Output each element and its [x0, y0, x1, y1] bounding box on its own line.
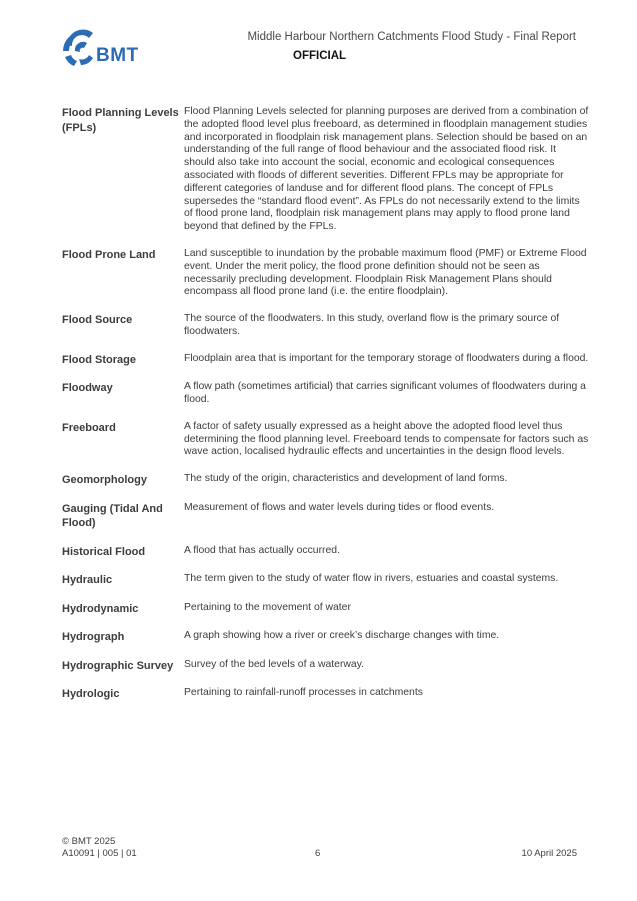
glossary-list [62, 106, 592, 716]
glossary-entry [62, 353, 592, 368]
page-number: 6 [315, 848, 321, 859]
glossary-definition: Floodplain area that is important for the temporary storage of floodwaters during a flood. [184, 352, 589, 364]
glossary-term: Geomorphology [62, 474, 147, 487]
footer-left [62, 836, 137, 860]
footer-doc-ref: A10091 | 005 | 01 [62, 848, 137, 859]
glossary-definition: The source of the floodwaters. In this study, overland flow is the primary source of floodwaters. [184, 313, 560, 337]
glossary-term: Freeboard [62, 421, 116, 434]
bmt-logo-text: BMT [96, 45, 139, 66]
glossary-term: Floodway [62, 382, 113, 395]
glossary-term: Flood Storage [62, 353, 136, 366]
glossary-term: Hydraulic [62, 574, 113, 587]
glossary-entry [62, 421, 592, 459]
glossary-definition: Survey of the bed levels of a waterway. [184, 658, 365, 670]
glossary-entry [62, 545, 592, 560]
glossary-term: Hydrograph [62, 631, 125, 644]
glossary-entry [62, 381, 592, 407]
glossary-definition: Measurement of flows and water levels during tides or flood events. [184, 501, 495, 513]
glossary-entry [62, 630, 592, 645]
footer-date: 10 April 2025 [521, 848, 577, 859]
glossary-entry [62, 473, 592, 488]
report-title: Middle Harbour Northern Catchments Flood Study - Final Report [247, 31, 576, 43]
glossary-entry [62, 659, 592, 674]
glossary-entry [62, 502, 592, 531]
glossary-entry [62, 602, 592, 617]
footer-copyright: © BMT 2025 [62, 836, 116, 847]
glossary-term: Hydrologic [62, 688, 120, 701]
glossary-definition: A factor of safety usually expressed as a height above the adopted flood level thus determining the flood planning level. Freeboard tends to compensate for factors such as wave action, localised hydraulic effects and uncertainties in the design flood levels. [184, 420, 589, 458]
glossary-definition: Flood Planning Levels selected for planning purposes are derived from a combination of the adopted flood level plus freeboard, as determined in floodplain management studies and incorporated in floodplain risk management plans. Selection should be based on an understanding of the full range of flood behaviour and the associated flood risk. It should also take into account the social, economic and ecological consequences associated with floods of different severities. Different FPLs may be appropriate for different categories of landuse and for different flood plans. The concept of FPLs supersedes the “standard flood event”. As FPLs do not necessarily extend to the limits of flood prone land, floodplain risk management plans may apply to flood prone land beyond that defined by the FPLs. [184, 106, 589, 233]
glossary-definition: A flood that has actually occurred. [184, 544, 340, 556]
glossary-entry [62, 573, 592, 588]
classification-label: OFFICIAL [293, 50, 347, 62]
glossary-definition: A graph showing how a river or creek’s discharge changes with time. [184, 630, 500, 642]
glossary-definition: Land susceptible to inundation by the probable maximum flood (PMF) or Extreme Flood event. Under the merit policy, the flood prone definition should not be seen as necessarily precluding development. Floodplain Risk Management Plans should encompass all flood prone land (i.e. the entire floodplain). [184, 247, 587, 298]
glossary-term: Hydrographic Survey [62, 659, 174, 672]
glossary-definition: A flow path (sometimes artificial) that carries significant volumes of floodwaters during a flood. [184, 381, 586, 406]
glossary-term: Hydrodynamic [62, 602, 139, 615]
glossary-term: Flood Source [62, 314, 133, 327]
glossary-term: Flood Planning Levels (FPLs) [62, 107, 179, 134]
glossary-term: Flood Prone Land [62, 248, 156, 261]
glossary-definition: The study of the origin, characteristics and development of land forms. [184, 473, 508, 485]
glossary-entry [62, 248, 592, 299]
glossary-definition: The term given to the study of water flow in rivers, estuaries and coastal systems. [184, 573, 559, 585]
glossary-definition: Pertaining to rainfall-runoff processes in catchments [184, 687, 423, 699]
glossary-entry [62, 313, 592, 339]
glossary-entry [62, 687, 592, 702]
glossary-term: Historical Flood [62, 545, 146, 558]
glossary-definition: Pertaining to the movement of water [184, 601, 351, 613]
glossary-entry [62, 106, 592, 234]
glossary-term: Gauging (Tidal And Flood) [62, 502, 163, 530]
